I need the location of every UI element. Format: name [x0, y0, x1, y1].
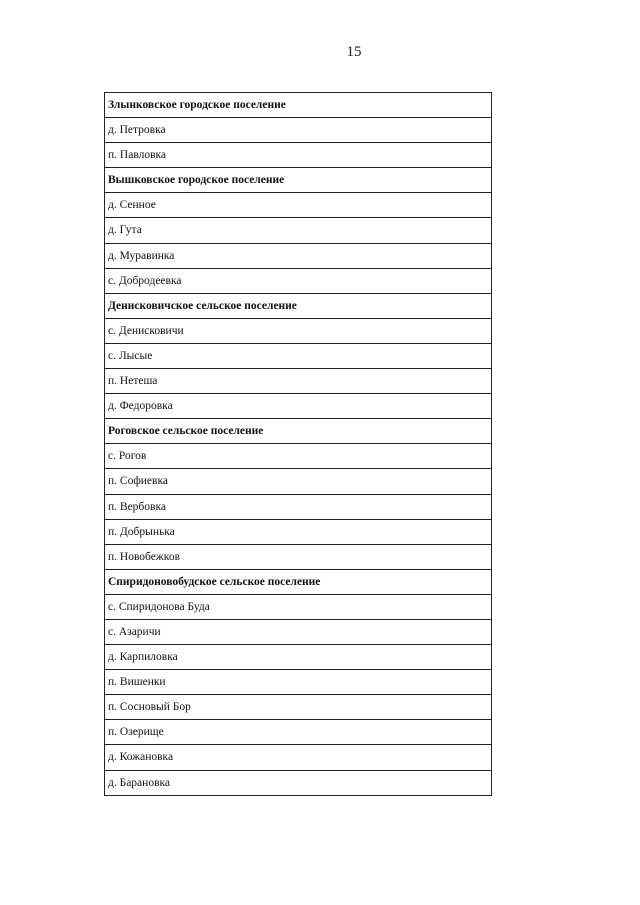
- settlement-row: п. Софиевка: [105, 469, 491, 494]
- settlement-row: п. Озерище: [105, 720, 491, 745]
- settlement-group-header: Спиридоновобудское сельское поселение: [105, 570, 491, 595]
- settlement-row: д. Карпиловка: [105, 645, 491, 670]
- settlement-row: д. Петровка: [105, 118, 491, 143]
- settlement-group-header: Вышковское городское поселение: [105, 168, 491, 193]
- settlement-row: с. Денисковичи: [105, 319, 491, 344]
- settlement-row: д. Сенное: [105, 193, 491, 218]
- settlement-row: п. Вишенки: [105, 670, 491, 695]
- settlement-row: с. Рогов: [105, 444, 491, 469]
- settlement-row: п. Добрынька: [105, 520, 491, 545]
- settlement-group-header: Денисковичское сельское поселение: [105, 294, 491, 319]
- settlement-group-header: Роговское сельское поселение: [105, 419, 491, 444]
- settlement-row: с. Лысые: [105, 344, 491, 369]
- settlement-row: с. Азаричи: [105, 620, 491, 645]
- page-number: 15: [346, 44, 362, 60]
- settlement-row: д. Федоровка: [105, 394, 491, 419]
- settlement-row: с. Спиридонова Буда: [105, 595, 491, 620]
- settlement-row: д. Гута: [105, 218, 491, 243]
- settlements-table: [104, 92, 492, 796]
- settlement-row: д. Муравинка: [105, 244, 491, 269]
- settlement-row: п. Павловка: [105, 143, 491, 168]
- settlement-row: п. Вербовка: [105, 495, 491, 520]
- settlement-row: д. Кожановка: [105, 745, 491, 770]
- settlement-row: п. Нетеша: [105, 369, 491, 394]
- settlement-row: п. Новобежков: [105, 545, 491, 570]
- settlement-row: п. Сосновый Бор: [105, 695, 491, 720]
- settlement-row: с. Добродеевка: [105, 269, 491, 294]
- settlement-group-header: Злынковское городское поселение: [105, 93, 491, 118]
- settlement-row: д. Барановка: [105, 771, 491, 796]
